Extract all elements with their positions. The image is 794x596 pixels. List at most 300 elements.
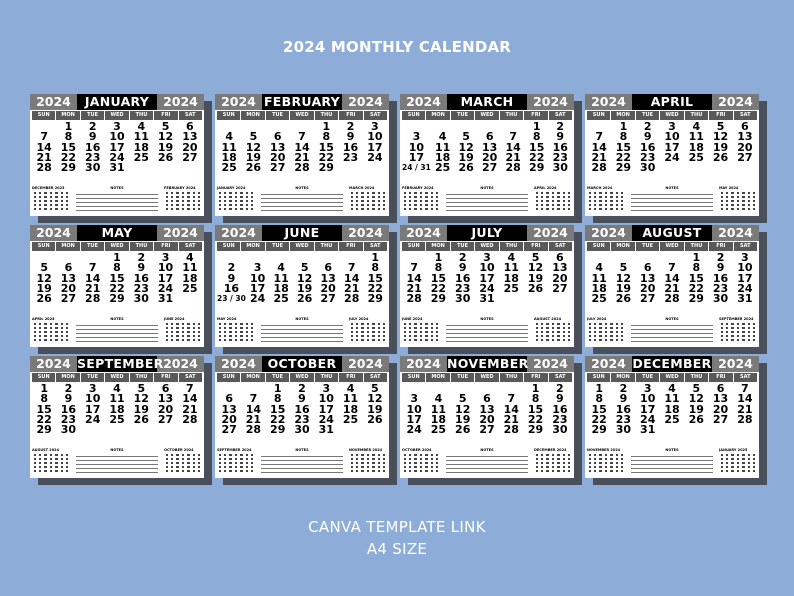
weekday-label: SUN: [402, 242, 425, 251]
mini-day-mark: [219, 470, 221, 472]
mini-day-mark: [753, 200, 755, 202]
mini-day-mark: [726, 200, 728, 202]
weekday-label: TUE: [81, 242, 104, 251]
day-cell: 3: [741, 251, 749, 264]
mini-day-mark: [251, 208, 253, 210]
day-cell: 13: [320, 271, 336, 285]
mini-day-mark: [219, 335, 221, 337]
mini-day-mark: [731, 462, 733, 464]
notes-line: [76, 338, 158, 342]
mini-day-mark: [409, 470, 411, 472]
card-footer: [402, 317, 572, 345]
day-cell: 21: [85, 281, 101, 295]
mini-day-mark: [367, 335, 369, 337]
mini-day-mark: [568, 323, 570, 325]
mini-day-mark: [383, 470, 385, 472]
mini-day-mark: [721, 327, 723, 329]
mini-day-mark: [166, 466, 168, 468]
day-cell: 7: [40, 130, 48, 144]
month-name: FEBRUARY: [263, 94, 341, 109]
weekday-label: SAT: [364, 242, 387, 251]
mini-day-mark: [351, 470, 353, 472]
day-cell: 27: [640, 292, 656, 306]
day-cell: [153, 163, 177, 173]
mini-day-mark: [219, 462, 221, 464]
mini-day-mark: [737, 458, 739, 460]
day-cell: [338, 425, 362, 435]
mini-day-mark: [34, 331, 36, 333]
year-label-right: 2024: [718, 356, 753, 371]
year-label-right: 2024: [533, 225, 568, 240]
mini-day-mark: [409, 454, 411, 456]
day-cell: 25: [688, 150, 704, 164]
mini-day-mark: [589, 208, 591, 210]
mini-day-mark: [224, 204, 226, 206]
mini-day-mark: [420, 454, 422, 456]
mini-calendar-next: [349, 448, 387, 476]
mini-day-mark: [610, 454, 612, 456]
weekday-label: TUE: [636, 373, 659, 382]
day-cell: 6: [485, 130, 494, 144]
weekday-header: [402, 111, 572, 120]
day-grid: [217, 384, 387, 446]
mini-calendar-title: APRIL 2024: [32, 317, 55, 321]
mini-day-mark: [251, 331, 253, 333]
mini-day-mark: [193, 470, 195, 472]
mini-day-mark: [563, 192, 565, 194]
day-cell: 5: [371, 382, 379, 395]
mini-day-mark: [721, 458, 723, 460]
mini-day-mark: [224, 200, 226, 202]
mini-day-mark: [721, 331, 723, 333]
weekday-label: WED: [475, 111, 498, 120]
mini-day-mark: [599, 339, 601, 341]
mini-day-mark: [193, 192, 195, 194]
month-name: JULY: [447, 225, 527, 241]
mini-day-mark: [166, 208, 168, 210]
month-card-august: [585, 225, 759, 347]
mini-day-mark: [748, 335, 750, 337]
month-card-november: [400, 356, 574, 478]
mini-day-mark: [193, 204, 195, 206]
mini-day-mark: [563, 200, 565, 202]
day-cell: 16: [712, 271, 729, 285]
mini-calendar-title: APRIL 2024: [534, 186, 557, 190]
mini-day-mark: [599, 196, 601, 198]
mini-day-mark: [240, 208, 242, 210]
mini-day-mark: [351, 331, 353, 333]
month-header-bar: [585, 356, 759, 372]
mini-day-mark: [224, 462, 226, 464]
mini-day-mark: [541, 462, 543, 464]
mini-day-mark: [552, 196, 554, 198]
mini-day-mark: [552, 204, 554, 206]
day-grid: [217, 122, 387, 184]
year-label-left: 2024: [591, 356, 626, 371]
mini-day-mark: [224, 454, 226, 456]
mini-day-mark: [351, 208, 353, 210]
month-header-bar: [585, 94, 759, 110]
day-cell: 30: [552, 161, 568, 175]
mini-day-mark: [55, 339, 57, 341]
mini-day-mark: [731, 323, 733, 325]
mini-calendar-title: AUGUST 2024: [32, 448, 60, 452]
mini-day-mark: [404, 335, 406, 337]
mini-day-mark: [34, 462, 36, 464]
mini-day-mark: [536, 462, 538, 464]
mini-day-mark: [367, 192, 369, 194]
mini-calendar-previous: [587, 186, 625, 214]
weekday-label: SUN: [587, 111, 610, 120]
day-cell: 20: [182, 140, 198, 154]
day-cell: 15: [688, 271, 704, 285]
mini-day-mark: [182, 462, 184, 464]
mini-day-mark: [351, 204, 353, 206]
day-cell: 7: [741, 382, 749, 395]
mini-day-mark: [546, 331, 548, 333]
mini-day-mark: [431, 331, 433, 333]
weekday-label: SAT: [549, 373, 572, 382]
mini-day-mark: [182, 200, 184, 202]
mini-day-mark: [50, 200, 52, 202]
mini-day-mark: [246, 323, 248, 325]
mini-day-mark: [599, 200, 601, 202]
day-cell: [499, 294, 523, 304]
mini-day-mark: [414, 196, 416, 198]
notes-line: [76, 207, 158, 211]
weekday-label: TUE: [636, 242, 659, 251]
mini-day-mark: [367, 200, 369, 202]
weekday-label: TUE: [636, 111, 659, 120]
day-cell: 19: [296, 281, 313, 295]
mini-day-mark: [182, 454, 184, 456]
mini-calendar-days: [587, 323, 625, 341]
day-cell: 14: [503, 402, 519, 416]
mini-day-mark: [246, 339, 248, 341]
mini-day-mark: [44, 339, 46, 341]
month-card-february: [215, 94, 389, 216]
mini-day-mark: [404, 327, 406, 329]
day-cell: 22: [60, 150, 77, 164]
notes-area: [74, 448, 160, 476]
mini-day-mark: [171, 335, 173, 337]
mini-day-mark: [171, 466, 173, 468]
mini-calendar-next: [349, 317, 387, 345]
month-name: OCTOBER: [262, 356, 342, 372]
mini-day-mark: [378, 208, 380, 210]
mini-day-mark: [731, 196, 733, 198]
weekday-label: FRI: [709, 111, 732, 120]
day-cell: 11: [182, 261, 198, 275]
mini-calendar-next: [164, 448, 202, 476]
mini-day-mark: [50, 331, 52, 333]
day-cell: 16: [342, 140, 359, 154]
weekday-label: SUN: [587, 242, 610, 251]
month-name: AUGUST: [632, 225, 712, 241]
day-cell: 26: [296, 292, 313, 306]
mini-day-mark: [383, 454, 385, 456]
mini-day-mark: [378, 327, 380, 329]
mini-day-mark: [737, 327, 739, 329]
mini-day-mark: [61, 200, 63, 202]
day-cell: 19: [245, 150, 262, 164]
day-cell: 24: [85, 412, 101, 426]
mini-day-mark: [171, 204, 173, 206]
day-cell: 8: [531, 392, 540, 406]
mini-day-mark: [409, 323, 411, 325]
mini-day-mark: [182, 323, 184, 325]
mini-day-mark: [34, 454, 36, 456]
mini-day-mark: [568, 200, 570, 202]
mini-day-mark: [372, 204, 374, 206]
day-cell: 2: [137, 251, 146, 264]
mini-day-mark: [599, 466, 601, 468]
day-cell: [178, 163, 202, 173]
mini-day-mark: [541, 204, 543, 206]
mini-day-mark: [44, 470, 46, 472]
mini-day-mark: [546, 192, 548, 194]
mini-day-mark: [176, 192, 178, 194]
mini-day-mark: [182, 335, 184, 337]
day-cell: 21: [737, 402, 753, 416]
day-cell: 20: [481, 150, 498, 164]
template-link-text[interactable]: CANVA TEMPLATE LINK: [308, 518, 486, 536]
mini-day-mark: [546, 470, 548, 472]
day-grid: [402, 122, 572, 184]
day-cell: 11: [434, 140, 451, 154]
mini-day-mark: [431, 196, 433, 198]
day-cell: 18: [133, 140, 149, 154]
day-cell: 1: [531, 382, 540, 395]
mini-day-mark: [361, 204, 363, 206]
mini-day-mark: [34, 470, 36, 472]
mini-day-mark: [187, 204, 189, 206]
mini-day-mark: [66, 462, 68, 464]
mini-day-mark: [229, 327, 231, 329]
weekday-header: [402, 373, 572, 382]
month-card-june: [215, 225, 389, 347]
day-cell: 4: [113, 382, 121, 395]
day-cell: 4: [277, 261, 285, 275]
mini-calendar-days: [719, 323, 757, 341]
mini-day-mark: [187, 323, 189, 325]
mini-day-mark: [61, 339, 63, 341]
day-cell: 7: [186, 382, 194, 395]
mini-day-mark: [425, 458, 427, 460]
day-cell: 13: [479, 402, 495, 416]
mini-day-mark: [737, 335, 739, 337]
mini-day-mark: [251, 458, 253, 460]
month-card-september: [30, 356, 204, 478]
mini-day-mark: [737, 470, 739, 472]
day-cell: 8: [371, 261, 380, 275]
weekday-label: THU: [130, 373, 153, 382]
mini-day-mark: [176, 327, 178, 329]
day-cell: 16: [133, 271, 149, 285]
mini-day-mark: [61, 327, 63, 329]
mini-day-mark: [742, 466, 744, 468]
mini-day-mark: [182, 458, 184, 460]
mini-day-mark: [563, 323, 565, 325]
day-cell: 25: [503, 281, 519, 295]
day-cell: 24: [318, 412, 334, 426]
mini-day-mark: [372, 462, 374, 464]
mini-day-mark: [552, 458, 554, 460]
mini-day-mark: [621, 454, 623, 456]
day-cell: 17: [109, 140, 125, 154]
mini-day-mark: [176, 335, 178, 337]
mini-day-mark: [50, 466, 52, 468]
mini-day-mark: [246, 470, 248, 472]
mini-day-mark: [193, 323, 195, 325]
mini-day-mark: [367, 458, 369, 460]
mini-day-mark: [721, 196, 723, 198]
weekday-label: SUN: [217, 111, 240, 120]
mini-day-mark: [187, 331, 189, 333]
mini-day-mark: [187, 335, 189, 337]
mini-calendar-next: [534, 448, 572, 476]
day-cell: 13: [737, 130, 753, 144]
weekday-label: WED: [105, 242, 128, 251]
day-cell: 29: [318, 161, 334, 175]
mini-day-mark: [39, 196, 41, 198]
mini-day-mark: [198, 454, 200, 456]
day-cell: 1: [532, 120, 541, 133]
day-cell: 18: [503, 271, 519, 285]
day-cell: 1: [322, 120, 331, 133]
mini-day-mark: [176, 200, 178, 202]
mini-day-mark: [748, 208, 750, 210]
day-cell: 11: [342, 392, 359, 406]
mini-day-mark: [552, 208, 554, 210]
day-cell: 4: [692, 120, 701, 133]
weekday-label: FRI: [154, 242, 177, 251]
mini-day-mark: [610, 327, 612, 329]
mini-day-mark: [721, 323, 723, 325]
month-header-bar: [30, 94, 204, 110]
mini-day-mark: [621, 323, 623, 325]
day-cell: 24 / 31: [402, 163, 431, 173]
mini-day-mark: [240, 323, 242, 325]
mini-day-mark: [731, 470, 733, 472]
mini-calendar-title: JANUARY 2024: [217, 186, 246, 190]
mini-day-mark: [589, 323, 591, 325]
mini-day-mark: [605, 454, 607, 456]
card-footer: [217, 448, 387, 476]
mini-day-mark: [589, 196, 591, 198]
day-cell: 16: [552, 140, 568, 154]
day-cell: 12: [157, 130, 174, 144]
mini-day-mark: [616, 454, 618, 456]
mini-day-mark: [66, 204, 68, 206]
mini-day-mark: [193, 331, 195, 333]
mini-day-mark: [610, 323, 612, 325]
mini-day-mark: [50, 454, 52, 456]
mini-day-mark: [166, 454, 168, 456]
day-cell: [178, 425, 202, 435]
mini-day-mark: [568, 196, 570, 198]
mini-day-mark: [176, 470, 178, 472]
month-name: DECEMBER: [632, 356, 712, 371]
mini-day-mark: [198, 204, 200, 206]
mini-day-mark: [372, 470, 374, 472]
year-label-right: 2024: [533, 356, 568, 371]
weekday-label: MON: [56, 242, 79, 251]
day-cell: 5: [716, 120, 725, 133]
mini-day-mark: [55, 458, 57, 460]
mini-day-mark: [367, 462, 369, 464]
mini-day-mark: [616, 200, 618, 202]
mini-day-mark: [404, 200, 406, 202]
day-cell: [178, 294, 202, 304]
day-cell: 28: [36, 161, 52, 175]
mini-day-mark: [621, 466, 623, 468]
mini-calendar-days: [719, 454, 757, 472]
mini-day-mark: [721, 208, 723, 210]
mini-day-mark: [414, 208, 416, 210]
mini-day-mark: [610, 466, 612, 468]
mini-day-mark: [748, 470, 750, 472]
mini-day-mark: [589, 462, 591, 464]
year-label-left: 2024: [36, 225, 71, 240]
day-cell: 23: [60, 412, 77, 426]
mini-day-mark: [166, 339, 168, 341]
mini-day-mark: [621, 196, 623, 198]
mini-day-mark: [546, 458, 548, 460]
notes-area: [444, 186, 530, 214]
mini-day-mark: [726, 204, 728, 206]
mini-calendar-days: [349, 454, 387, 472]
weekday-label: SAT: [364, 373, 387, 382]
day-cell: 3: [113, 120, 121, 133]
day-cell: 27: [481, 161, 498, 175]
day-cell: 1: [434, 251, 443, 264]
mini-day-mark: [219, 204, 221, 206]
mini-day-mark: [219, 192, 221, 194]
mini-day-mark: [616, 331, 618, 333]
mini-day-mark: [594, 327, 596, 329]
mini-day-mark: [546, 339, 548, 341]
mini-day-mark: [44, 454, 46, 456]
day-cell: 19: [367, 402, 383, 416]
mini-day-mark: [594, 454, 596, 456]
day-cell: 22: [318, 150, 334, 164]
day-cell: 11: [664, 392, 680, 406]
mini-day-mark: [383, 331, 385, 333]
mini-day-mark: [235, 462, 237, 464]
mini-day-mark: [436, 323, 438, 325]
day-cell: 24: [157, 281, 174, 295]
weekday-label: FRI: [524, 111, 547, 120]
mini-calendar-title: SEPTEMBER 2024: [719, 317, 754, 321]
weekday-label: MON: [241, 111, 264, 120]
mini-calendar-previous: [217, 186, 255, 214]
mini-day-mark: [356, 323, 358, 325]
mini-day-mark: [171, 470, 173, 472]
mini-day-mark: [44, 323, 46, 325]
mini-day-mark: [621, 204, 623, 206]
day-cell: 26: [688, 412, 704, 426]
day-cell: 22: [615, 150, 632, 164]
mini-day-mark: [557, 335, 559, 337]
mini-day-mark: [356, 327, 358, 329]
mini-day-mark: [731, 204, 733, 206]
mini-day-mark: [235, 327, 237, 329]
mini-day-mark: [436, 470, 438, 472]
day-cell: 5: [462, 130, 470, 144]
day-cell: 26: [245, 161, 262, 175]
mini-day-mark: [621, 327, 623, 329]
